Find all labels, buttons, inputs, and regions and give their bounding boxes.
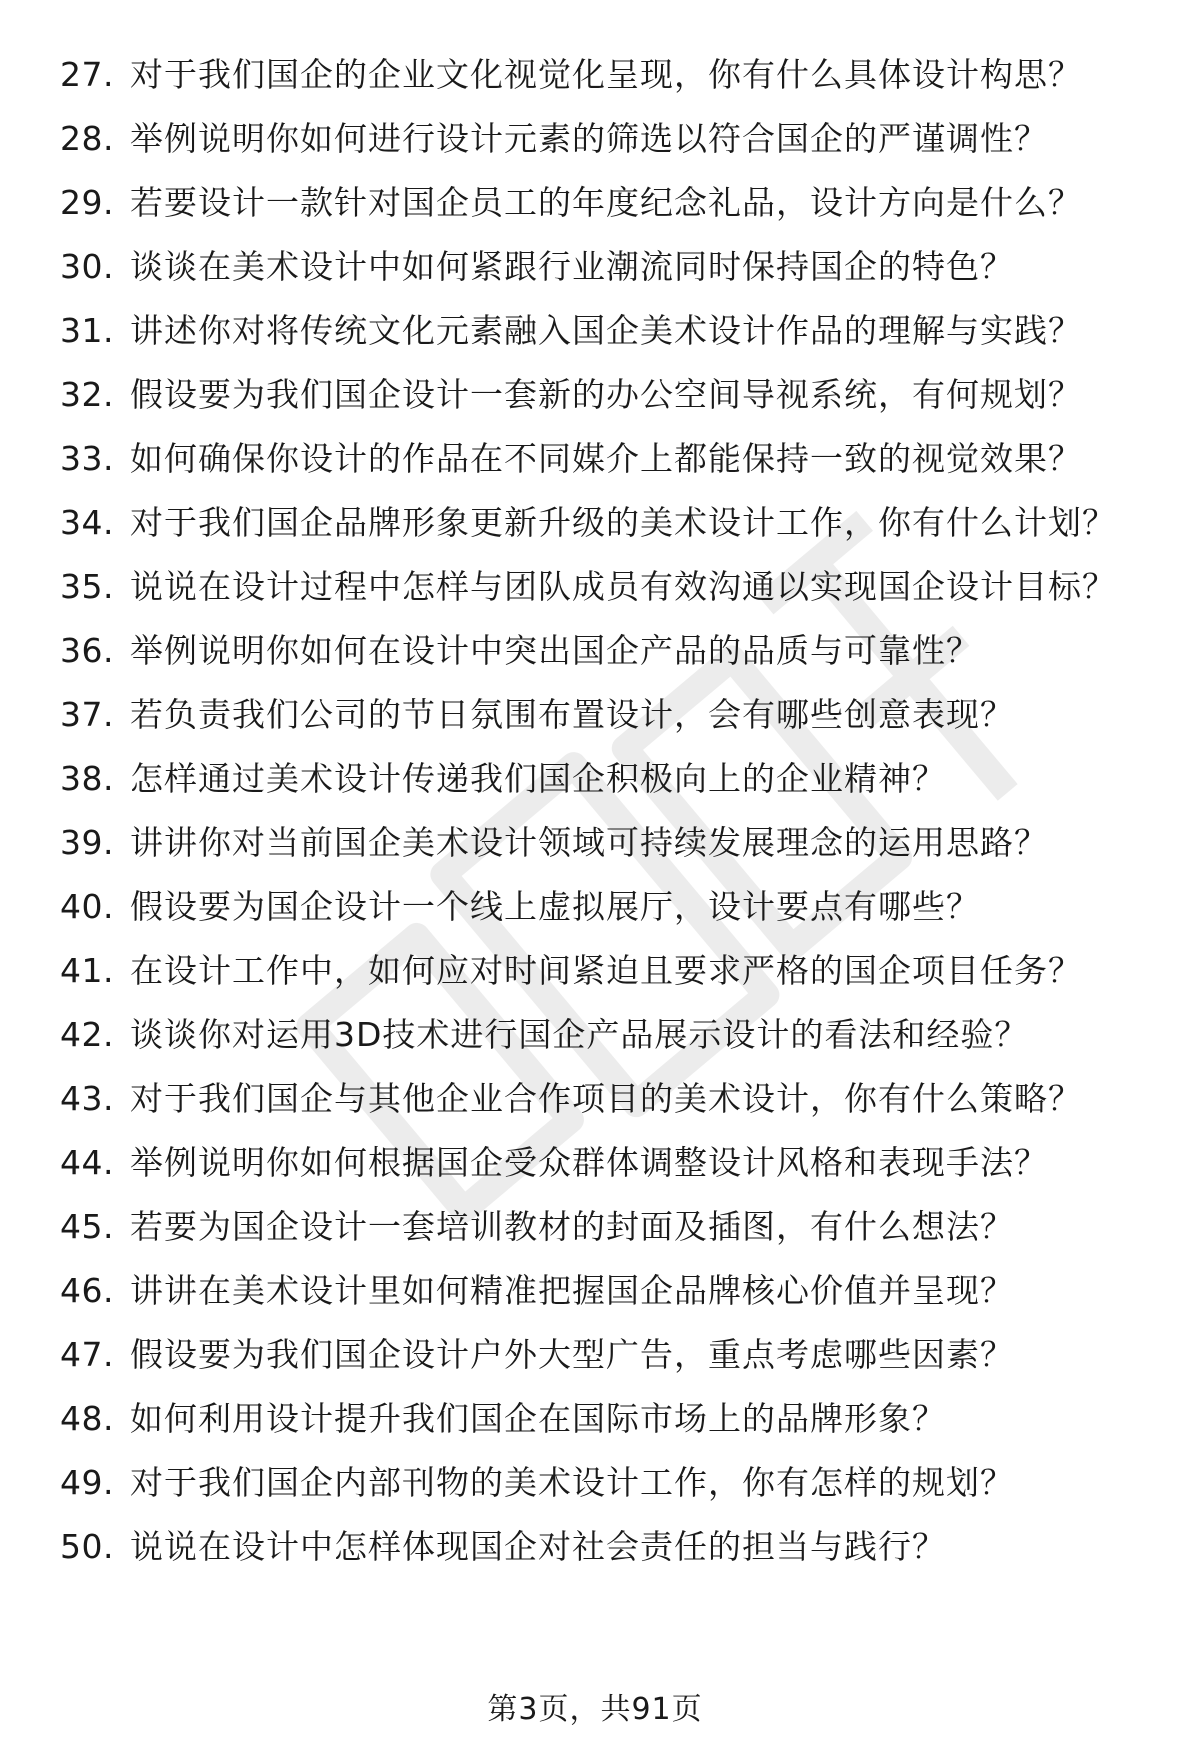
question-text: 说说在设计中怎样体现国企对社会责任的担当与践行？ [130, 1527, 946, 1566]
question-item [60, 244, 1140, 289]
question-text: 讲讲在美术设计里如何精准把握国企品牌核心价值并呈现？ [130, 1271, 1014, 1310]
question-text: 谈谈在美术设计中如何紧跟行业潮流同时保持国企的特色？ [130, 247, 1014, 286]
question-item [60, 692, 1140, 737]
question-item [60, 1012, 1140, 1057]
question-list [60, 52, 1140, 1588]
question-item [60, 308, 1140, 353]
question-item [60, 500, 1140, 545]
question-number: 44. [60, 1143, 114, 1182]
question-text: 对于我们国企与其他企业合作项目的美术设计，你有什么策略？ [130, 1079, 1082, 1118]
question-number: 36. [60, 631, 114, 670]
question-text: 对于我们国企的企业文化视觉化呈现，你有什么具体设计构思？ [130, 55, 1082, 94]
question-item [60, 52, 1140, 97]
question-number: 39. [60, 823, 114, 862]
question-text: 如何利用设计提升我们国企在国际市场上的品牌形象？ [130, 1399, 946, 1438]
question-number: 34. [60, 503, 114, 542]
question-text: 举例说明你如何在设计中突出国企产品的品质与可靠性？ [130, 631, 980, 670]
question-number: 41. [60, 951, 114, 990]
question-text: 对于我们国企内部刊物的美术设计工作，你有怎样的规划？ [130, 1463, 1014, 1502]
question-number: 28. [60, 119, 114, 158]
question-number: 32. [60, 375, 114, 414]
question-item [60, 1140, 1140, 1185]
question-number: 48. [60, 1399, 114, 1438]
question-text: 若要为国企设计一套培训教材的封面及插图，有什么想法？ [130, 1207, 1014, 1246]
question-item [60, 180, 1140, 225]
question-number: 45. [60, 1207, 114, 1246]
question-item [60, 372, 1140, 417]
question-item [60, 948, 1140, 993]
question-number: 37. [60, 695, 114, 734]
question-item [60, 1524, 1140, 1569]
question-number: 33. [60, 439, 114, 478]
question-item [60, 628, 1140, 673]
question-number: 38. [60, 759, 114, 798]
question-text: 若负责我们公司的节日氛围布置设计，会有哪些创意表现？ [130, 695, 1014, 734]
question-text: 假设要为我们国企设计户外大型广告，重点考虑哪些因素？ [130, 1335, 1014, 1374]
question-text: 在设计工作中，如何应对时间紧迫且要求严格的国企项目任务？ [130, 951, 1082, 990]
question-number: 42. [60, 1015, 114, 1054]
question-number: 27. [60, 55, 114, 94]
question-item [60, 1460, 1140, 1505]
question-item [60, 756, 1140, 801]
question-text: 假设要为我们国企设计一套新的办公空间导视系统，有何规划？ [130, 375, 1082, 414]
question-text: 说说在设计过程中怎样与团队成员有效沟通以实现国企设计目标？ [130, 567, 1116, 606]
question-number: 49. [60, 1463, 114, 1502]
question-number: 29. [60, 183, 114, 222]
question-item [60, 1268, 1140, 1313]
question-number: 30. [60, 247, 114, 286]
question-item [60, 436, 1140, 481]
question-number: 46. [60, 1271, 114, 1310]
question-item [60, 820, 1140, 865]
question-number: 35. [60, 567, 114, 606]
page-number: 第3页，共91页 [487, 1692, 703, 1727]
question-text: 若要设计一款针对国企员工的年度纪念礼品，设计方向是什么？ [130, 183, 1082, 222]
question-text: 对于我们国企品牌形象更新升级的美术设计工作，你有什么计划？ [130, 503, 1116, 542]
question-number: 47. [60, 1335, 114, 1374]
question-number: 43. [60, 1079, 114, 1118]
question-text: 讲讲你对当前国企美术设计领域可持续发展理念的运用思路？ [130, 823, 1048, 862]
question-text: 谈谈你对运用3D技术进行国企产品展示设计的看法和经验？ [130, 1015, 1029, 1054]
question-text: 如何确保你设计的作品在不同媒介上都能保持一致的视觉效果？ [130, 439, 1082, 478]
question-item [60, 1396, 1140, 1441]
question-text: 假设要为国企设计一个线上虚拟展厅，设计要点有哪些？ [130, 887, 980, 926]
question-text: 举例说明你如何根据国企受众群体调整设计风格和表现手法？ [130, 1143, 1048, 1182]
question-number: 50. [60, 1527, 114, 1566]
question-text: 怎样通过美术设计传递我们国企积极向上的企业精神？ [130, 759, 946, 798]
question-text: 讲述你对将传统文化元素融入国企美术设计作品的理解与实践？ [130, 311, 1082, 350]
question-number: 40. [60, 887, 114, 926]
question-item [60, 116, 1140, 161]
question-text: 举例说明你如何进行设计元素的筛选以符合国企的严谨调性？ [130, 119, 1048, 158]
question-item [60, 564, 1140, 609]
question-number: 31. [60, 311, 114, 350]
question-item [60, 1076, 1140, 1121]
question-item [60, 1204, 1140, 1249]
question-item [60, 884, 1140, 929]
question-item [60, 1332, 1140, 1377]
